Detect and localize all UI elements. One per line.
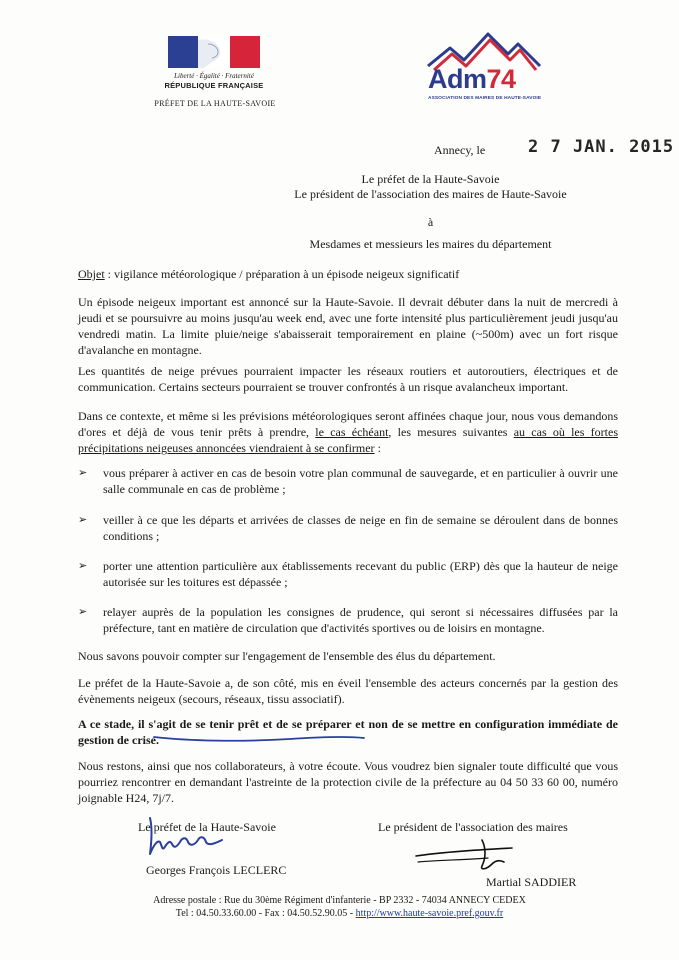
adm74-logo: Adm74 [428,64,516,94]
list-item: veiller à ce que les départs et arrivées de classes de neige en fin de semaine se déroulent dans de bonnes conditions ; [103,513,618,543]
left-signatory-title: Le préfet de la Haute-Savoie [138,820,276,834]
paragraph-4: Nous savons pouvoir compter sur l'engagement de l'ensemble des élus du département. [78,649,496,663]
date-stamp: 2 7 JAN. 2015 [528,137,675,157]
adm-subtitle: ASSOCIATION DES MAIRES DE HAUTE-SAVOIE [428,96,542,101]
list-item: porter une attention particulière aux établissements recevant du public (ERP) dès que la hauteur de neige autorisée sur les toitures est dépassée ; [103,559,618,589]
prefecture-website-link[interactable]: http://www.haute-savoie.pref.gouv.fr [355,908,504,919]
footer-address: Adresse postale : Rue du 30ème Régiment d'infanterie - BP 2332 - 74034 ANNECY CEDEX [153,895,526,906]
to-word: à [427,215,434,229]
president-signature-icon [412,834,522,876]
paragraph-6-bold: A ce stade, il s'agit de se tenir prêt et de se préparer et non de se mettre en configuration immédiate de gestion de crise. [78,717,618,747]
prefet-signature-icon [142,814,242,860]
paragraph-2: Les quantités de neige prévues pourraient impacter les réseaux routiers et autoroutiers, électriques et de communication. Certains secteurs pourraient se trouver confrontés à un risque avalancheux important. [78,364,618,394]
recipients: Mesdames et messieurs les maires du département [309,237,552,251]
list-item: relayer auprès de la population les consignes de prudence, qui seront si nécessaires diffusées par la préfecture, tant en matière de circulation que d'activités sportives ou de loisirs en montagne. [103,605,618,635]
sender-prefet: Le préfet de la Haute-Savoie [361,172,500,186]
bullet-marker: ➢ [78,514,88,526]
bullet-marker: ➢ [78,560,88,572]
footer-contact: Tel : 04.50.33.60.00 - Fax : 04.50.52.90.05 - http://www.haute-savoie.pref.gouv.fr [175,908,504,919]
paragraph-1: Un épisode neigeux important est annoncé sur la Haute-Savoie. Il devrait débuter dans la nuit de mercredi à jeudi et se poursuivre au moins jusqu'au week end, avec une forte intensité plus particulièrement jeudi jusqu'au vendredi matin. La limite pluie/neige s'abaisserait temporairement en plaine (~500m) avec un fort risque d'avalanche en montagne. [78,295,618,357]
paragraph-7: Nous restons, ainsi que nos collaborateurs, à votre écoute. Vous voudrez bien signaler toute difficulté que vous pourriez rencontrer en demandant l'astreinte de la protection civile de la préfecture au 04 50 33 60 00, numéro joignable H24, 7j/7. [78,759,618,805]
republic-name: RÉPUBLIQUE FRANÇAISE [164,81,264,90]
right-signatory-name: Martial SADDIER [486,875,577,889]
motto: Liberté · Égalité · Fraternité [174,72,254,80]
bullet-marker: ➢ [78,606,88,618]
date-place: Annecy, le [434,143,486,157]
object-line: Objet : vigilance météorologique / préparation à un épisode neigeux significatif [78,267,460,281]
pen-underline-icon [150,727,370,747]
right-signatory-title: Le président de l'association des maires [378,820,568,834]
paragraph-3: Dans ce contexte, et même si les prévisions météorologiques seront affinées chaque jour, nous vous demandons d'ores et déjà de vous tenir prêts à prendre, le cas échéant, les mesures suivantes au cas où les fortes précipitations neigeuses annoncées viendraient à se confirmer : [78,409,618,455]
sender-president: Le président de l'association des maires de Haute-Savoie [294,187,567,201]
list-item: vous préparer à activer en cas de besoin votre plan communal de sauvegarde, et en particulier à ouvrir une salle communale en cas de problème ; [103,466,618,496]
marianne-logo-icon [168,36,260,68]
prefecture-header: PRÉFET DE LA HAUTE-SAVOIE [154,99,276,108]
left-signatory-name: Georges François LECLERC [146,863,287,877]
paragraph-5: Le préfet de la Haute-Savoie a, de son côté, mis en éveil l'ensemble des acteurs concernés par la gestion des évènements neigeux (secours, réseaux, tissu associatif). [78,676,618,706]
bullet-marker: ➢ [78,467,88,479]
